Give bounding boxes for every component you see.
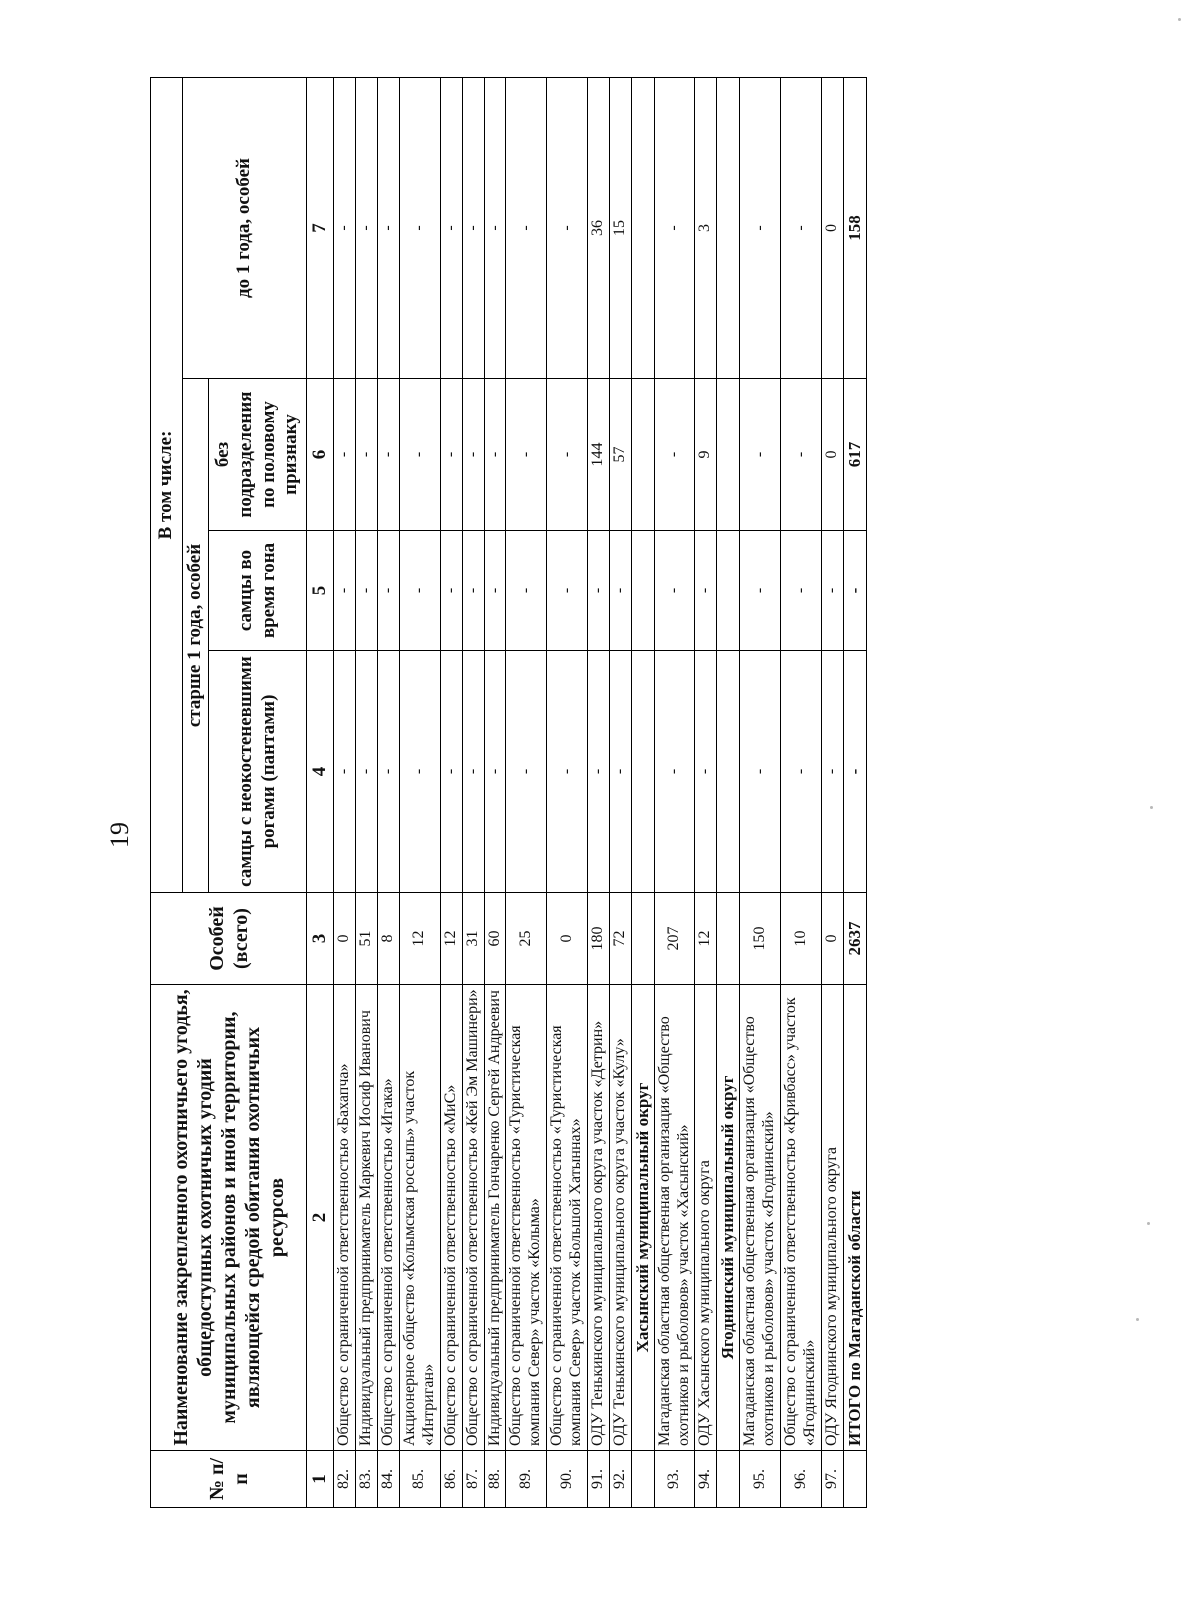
row-no-sex: - (547, 379, 588, 531)
row-number: 89. (506, 1451, 547, 1508)
row-total: 60 (484, 893, 506, 985)
row-total: 8 (378, 893, 400, 985)
row-no-sex: - (462, 379, 484, 531)
row-name: Индивидуальный предприниматель Гончаренко Сергей Андреевич (484, 985, 506, 1451)
district-row (631, 77, 654, 1507)
row-name: Общество с ограниченной ответственностью «Туристическая компания Север» участок «Колыма» (506, 985, 547, 1451)
col-number: 6 (307, 379, 334, 531)
row-no-sex: - (378, 379, 400, 531)
row-total: 31 (462, 893, 484, 985)
scan-speck (1178, 18, 1181, 21)
district-empty-cell (631, 531, 654, 651)
header-num: № п/п (151, 1451, 307, 1508)
col-number: 5 (307, 531, 334, 651)
row-total: 51 (356, 893, 378, 985)
row-no-sex: 57 (609, 379, 631, 531)
district-empty-cell (631, 651, 654, 893)
row-name: Общество с ограниченной ответственностью «МиС» (440, 985, 462, 1451)
table-row (821, 77, 843, 1507)
row-males-antlers: - (462, 651, 484, 893)
header-name: Наименование закрепленного охотничьего угодья, общедоступных охотничьих угодий муниципальных районов и иной территории, являющейся средой обитания охотничьих ресурсов (151, 985, 307, 1451)
header-total: Особей (всего) (151, 893, 307, 985)
row-number: 96. (781, 1451, 822, 1508)
row-number: 86. (440, 1451, 462, 1508)
row-under1: - (547, 77, 588, 378)
district-empty-cell (717, 379, 740, 531)
row-males-antlers: - (334, 651, 356, 893)
row-males-rut: - (587, 531, 609, 651)
table-row (378, 77, 400, 1507)
row-males-rut: - (400, 531, 441, 651)
row-number: 85. (400, 1451, 441, 1508)
row-males-antlers: - (740, 651, 781, 893)
row-name: Акционерное общество «Колымская россыпь» участок «Интриган» (400, 985, 441, 1451)
row-number: 94. (695, 1451, 717, 1508)
table-row (695, 77, 717, 1507)
row-no-sex: - (740, 379, 781, 531)
row-name: ОДУ Тенькинского муниципального округа участок «Кулу» (609, 985, 631, 1451)
row-no-sex: - (484, 379, 506, 531)
row-name: Магаданская областная общественная организация «Общество охотников и рыболовов» участок «Хасынский» (654, 985, 695, 1451)
row-total: 12 (695, 893, 717, 985)
row-no-sex: - (440, 379, 462, 531)
table-row (506, 77, 547, 1507)
row-males-antlers: - (506, 651, 547, 893)
col-number: 2 (307, 985, 334, 1451)
row-total: 72 (609, 893, 631, 985)
row-under1: - (462, 77, 484, 378)
table-body (307, 77, 867, 1507)
table-row (654, 77, 695, 1507)
row-males-rut: - (378, 531, 400, 651)
district-empty-cell (717, 77, 740, 378)
row-under1: - (378, 77, 400, 378)
row-males-antlers: - (356, 651, 378, 893)
row-males-antlers: - (400, 651, 441, 893)
row-males-antlers: - (484, 651, 506, 893)
row-total: 180 (587, 893, 609, 985)
header-males-rut: самцы во время гона (209, 531, 307, 651)
total-no-sex: 617 (843, 379, 866, 531)
header-males-antlers: самцы с неокостеневшими рогами (пантами) (209, 651, 307, 893)
row-under1: 15 (609, 77, 631, 378)
row-males-antlers: - (821, 651, 843, 893)
row-number: 93. (654, 1451, 695, 1508)
total-males-antlers: - (843, 651, 866, 893)
row-males-antlers: - (609, 651, 631, 893)
row-no-sex: - (400, 379, 441, 531)
header-older: старше 1 года, особей (183, 379, 209, 893)
row-number: 91. (587, 1451, 609, 1508)
row-under1: - (356, 77, 378, 378)
col-number: 1 (307, 1451, 334, 1508)
row-under1: - (334, 77, 356, 378)
table-row (400, 77, 441, 1507)
total-row (843, 77, 866, 1507)
district-name: Ягоднинский муниципальный округ (717, 985, 740, 1451)
row-number: 88. (484, 1451, 506, 1508)
row-males-rut: - (695, 531, 717, 651)
district-empty-cell (717, 893, 740, 985)
rotated-table-wrapper (150, 78, 1050, 1508)
row-males-rut: - (547, 531, 588, 651)
row-total: 25 (506, 893, 547, 985)
row-total: 12 (440, 893, 462, 985)
row-males-rut: - (440, 531, 462, 651)
row-name: ОДУ Ягоднинского муниципального округа (821, 985, 843, 1451)
row-males-rut: - (781, 531, 822, 651)
row-males-antlers: - (781, 651, 822, 893)
table-row (440, 77, 462, 1507)
col-number: 7 (307, 77, 334, 378)
table-row (587, 77, 609, 1507)
row-no-sex: 144 (587, 379, 609, 531)
district-row (717, 77, 740, 1507)
total-males-rut: - (843, 531, 866, 651)
row-total: 0 (547, 893, 588, 985)
district-empty-cell (631, 77, 654, 378)
row-name: Магаданская областная общественная организация «Общество охотников и рыболовов» участок «Ягоднинский» (740, 985, 781, 1451)
row-males-rut: - (506, 531, 547, 651)
row-males-antlers: - (654, 651, 695, 893)
district-empty-cell (631, 893, 654, 985)
col-number: 4 (307, 651, 334, 893)
row-males-antlers: - (547, 651, 588, 893)
row-number: 97. (821, 1451, 843, 1508)
row-males-rut: - (462, 531, 484, 651)
district-empty-cell (631, 1451, 654, 1508)
row-males-rut: - (654, 531, 695, 651)
scan-speck (1136, 1318, 1139, 1321)
table-row (547, 77, 588, 1507)
row-no-sex: 0 (821, 379, 843, 531)
row-males-rut: - (334, 531, 356, 651)
table-row (484, 77, 506, 1507)
column-number-row (307, 77, 334, 1507)
row-name: Общество с ограниченной ответственностью «Бахапча» (334, 985, 356, 1451)
col-number: 3 (307, 893, 334, 985)
table-row (609, 77, 631, 1507)
total-empty-cell (843, 1451, 866, 1508)
row-males-rut: - (740, 531, 781, 651)
row-total: 0 (334, 893, 356, 985)
total-label: ИТОГО по Магаданской области (843, 985, 866, 1451)
row-total: 10 (781, 893, 822, 985)
row-under1: 3 (695, 77, 717, 378)
row-number: 84. (378, 1451, 400, 1508)
row-total: 150 (740, 893, 781, 985)
row-name: Общество с ограниченной ответственностью «Туристическая компания Север» участок «Большой Хатыннах» (547, 985, 588, 1451)
district-empty-cell (717, 1451, 740, 1508)
row-males-antlers: - (695, 651, 717, 893)
row-males-rut: - (484, 531, 506, 651)
row-no-sex: - (781, 379, 822, 531)
table-row (781, 77, 822, 1507)
row-under1: - (740, 77, 781, 378)
page-number: 19 (105, 822, 134, 848)
row-total: 207 (654, 893, 695, 985)
row-no-sex: - (506, 379, 547, 531)
row-males-rut: - (356, 531, 378, 651)
row-name: ОДУ Тенькинского муниципального округа участок «Детрин» (587, 985, 609, 1451)
scan-speck (1150, 806, 1153, 809)
row-name: Индивидуальный предприниматель Маркевич Иосиф Иванович (356, 985, 378, 1451)
row-males-antlers: - (440, 651, 462, 893)
row-no-sex: - (356, 379, 378, 531)
header-no-sex: без подразделения по половому признаку (209, 379, 307, 531)
header-including: В том числе: (151, 77, 183, 892)
district-empty-cell (631, 379, 654, 531)
table-row (356, 77, 378, 1507)
table-row (740, 77, 781, 1507)
row-total: 0 (821, 893, 843, 985)
row-name: Общество с ограниченной ответственностью «Кей Эм Машинери» (462, 985, 484, 1451)
row-name: Общество с ограниченной ответственностью «Игака» (378, 985, 400, 1451)
row-under1: - (506, 77, 547, 378)
district-name: Хасынский муниципальный округ (631, 985, 654, 1451)
row-under1: - (654, 77, 695, 378)
table-row (334, 77, 356, 1507)
row-no-sex: - (654, 379, 695, 531)
row-number: 87. (462, 1451, 484, 1508)
row-number: 95. (740, 1451, 781, 1508)
row-under1: - (484, 77, 506, 378)
row-under1: - (440, 77, 462, 378)
row-under1: 36 (587, 77, 609, 378)
row-number: 82. (334, 1451, 356, 1508)
row-no-sex: - (334, 379, 356, 531)
total-under1: 158 (843, 77, 866, 378)
district-empty-cell (717, 651, 740, 893)
row-total: 12 (400, 893, 441, 985)
row-number: 90. (547, 1451, 588, 1508)
table-row (462, 77, 484, 1507)
district-empty-cell (717, 531, 740, 651)
row-under1: 0 (821, 77, 843, 378)
total-value: 2637 (843, 893, 866, 985)
row-name: ОДУ Хасынского муниципального округа (695, 985, 717, 1451)
row-males-antlers: - (587, 651, 609, 893)
row-males-rut: - (609, 531, 631, 651)
scan-speck (1147, 1222, 1150, 1225)
header-under1: до 1 года, особей (183, 77, 307, 378)
row-number: 83. (356, 1451, 378, 1508)
row-number: 92. (609, 1451, 631, 1508)
row-males-antlers: - (378, 651, 400, 893)
row-under1: - (781, 77, 822, 378)
row-males-rut: - (821, 531, 843, 651)
row-under1: - (400, 77, 441, 378)
row-no-sex: 9 (695, 379, 717, 531)
census-table (150, 77, 867, 1508)
row-name: Общество с ограниченной ответственностью «Кривбасс» участок «Ягоднинский» (781, 985, 822, 1451)
